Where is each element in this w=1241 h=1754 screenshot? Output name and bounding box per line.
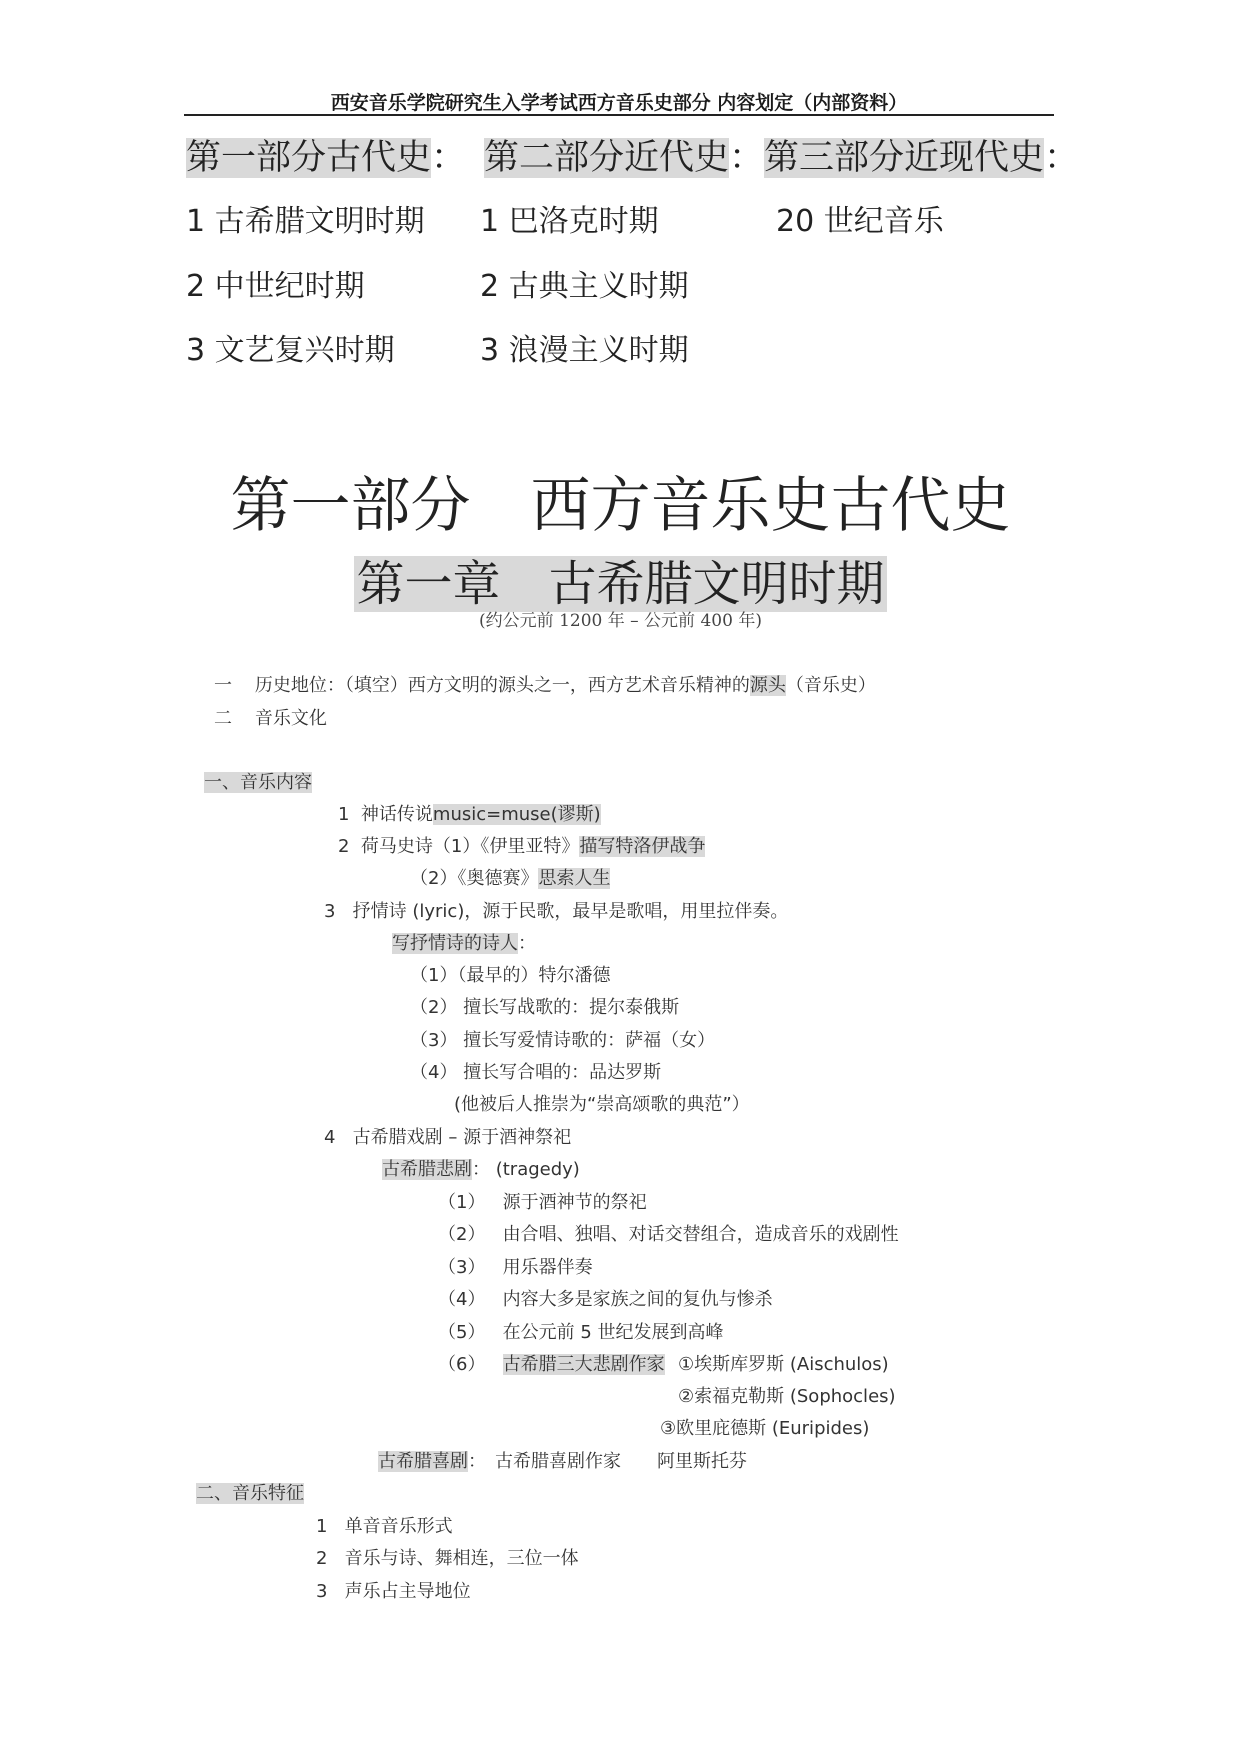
- document-header: 西安音乐学院研究生入学考试西方音乐史部分 内容划定（内部资料）: [330, 92, 908, 114]
- tragedians-line: （6） 古希腊三大悲剧作家: [438, 1354, 665, 1375]
- tragedy-point: （2） 由合唱、独唱、对话交替组合，造成音乐的戏剧性: [438, 1224, 899, 1245]
- tragedian-name: ②索福克勒斯 (Sophocles): [678, 1386, 896, 1407]
- lyric-poets-label: 写抒情诗的诗人：: [392, 933, 536, 954]
- list-item: 3 抒情诗 (lyric)，源于民歌，最早是歌唱，用里拉伴奏。: [324, 901, 789, 922]
- poet-item: （1）（最早的）特尔潘德: [410, 965, 611, 986]
- toc-item: 3 浪漫主义时期: [480, 333, 689, 368]
- part-title: 第一部分 西方音乐史古代史: [230, 471, 1011, 541]
- list-item: （2）《奥德赛》思索人生: [410, 868, 611, 889]
- poet-item: （3） 擅长写爱情诗歌的：萨福（女）: [410, 1030, 716, 1051]
- toc-item: 1 巴洛克时期: [480, 204, 659, 239]
- tragedy-label: 古希腊悲剧： (tragedy): [382, 1159, 580, 1180]
- part-one-heading: 第一部分古代史：: [186, 138, 467, 178]
- section-music-culture: 二 音乐文化: [214, 708, 327, 729]
- date-range: (约公元前 1200 年 – 公元前 400 年): [479, 611, 762, 631]
- music-content-heading: 一、音乐内容: [204, 772, 312, 793]
- list-item: 4 古希腊戏剧 – 源于酒神祭祀: [324, 1127, 572, 1148]
- tragedian-name: ③欧里庇德斯 (Euripides): [660, 1418, 870, 1439]
- comedy-line: 古希腊喜剧： 古希腊喜剧作家 阿里斯托芬: [378, 1451, 747, 1472]
- tragedy-point: （3） 用乐器伴奏: [438, 1257, 593, 1278]
- toc-item: 20 世纪音乐: [776, 204, 944, 239]
- toc-item: 2 古典主义时期: [480, 269, 689, 304]
- toc-item: 3 文艺复兴时期: [186, 333, 395, 368]
- feature-item: 3 声乐占主导地位: [316, 1581, 471, 1602]
- part-two-heading: 第二部分近代史：: [484, 138, 765, 178]
- poet-item: （4） 擅长写合唱的：品达罗斯: [410, 1062, 662, 1083]
- pindar-note: (他被后人推崇为“崇高颂歌的典范”）: [454, 1094, 750, 1115]
- toc-item: 1 古希腊文明时期: [186, 204, 425, 239]
- section-historical-status: 一 历史地位：（填空）西方文明的源头之一，西方艺术音乐精神的源头（音乐史）: [214, 675, 876, 696]
- header-rule: [184, 114, 1054, 116]
- music-features-heading: 二、音乐特征: [196, 1483, 304, 1504]
- tragedian-name: ①埃斯库罗斯 (Aischulos): [678, 1354, 889, 1375]
- list-item: 2 荷马史诗（1）《伊里亚特》描写特洛伊战争: [338, 836, 706, 857]
- part-three-heading: 第三部分近现代史：: [764, 138, 1080, 178]
- feature-item: 1 单音音乐形式: [316, 1516, 453, 1537]
- tragedy-point: （1） 源于酒神节的祭祀: [438, 1192, 647, 1213]
- feature-item: 2 音乐与诗、舞相连，三位一体: [316, 1548, 579, 1569]
- tragedy-point: （4） 内容大多是家族之间的复仇与惨杀: [438, 1289, 773, 1310]
- chapter-title: 第一章 古希腊文明时期: [356, 556, 885, 612]
- toc-item: 2 中世纪时期: [186, 269, 365, 304]
- tragedy-point: （5） 在公元前 5 世纪发展到高峰: [438, 1322, 724, 1343]
- poet-item: （2） 擅长写战歌的：提尔泰俄斯: [410, 997, 680, 1018]
- list-item: 1 神话传说music=muse(谬斯): [338, 804, 601, 825]
